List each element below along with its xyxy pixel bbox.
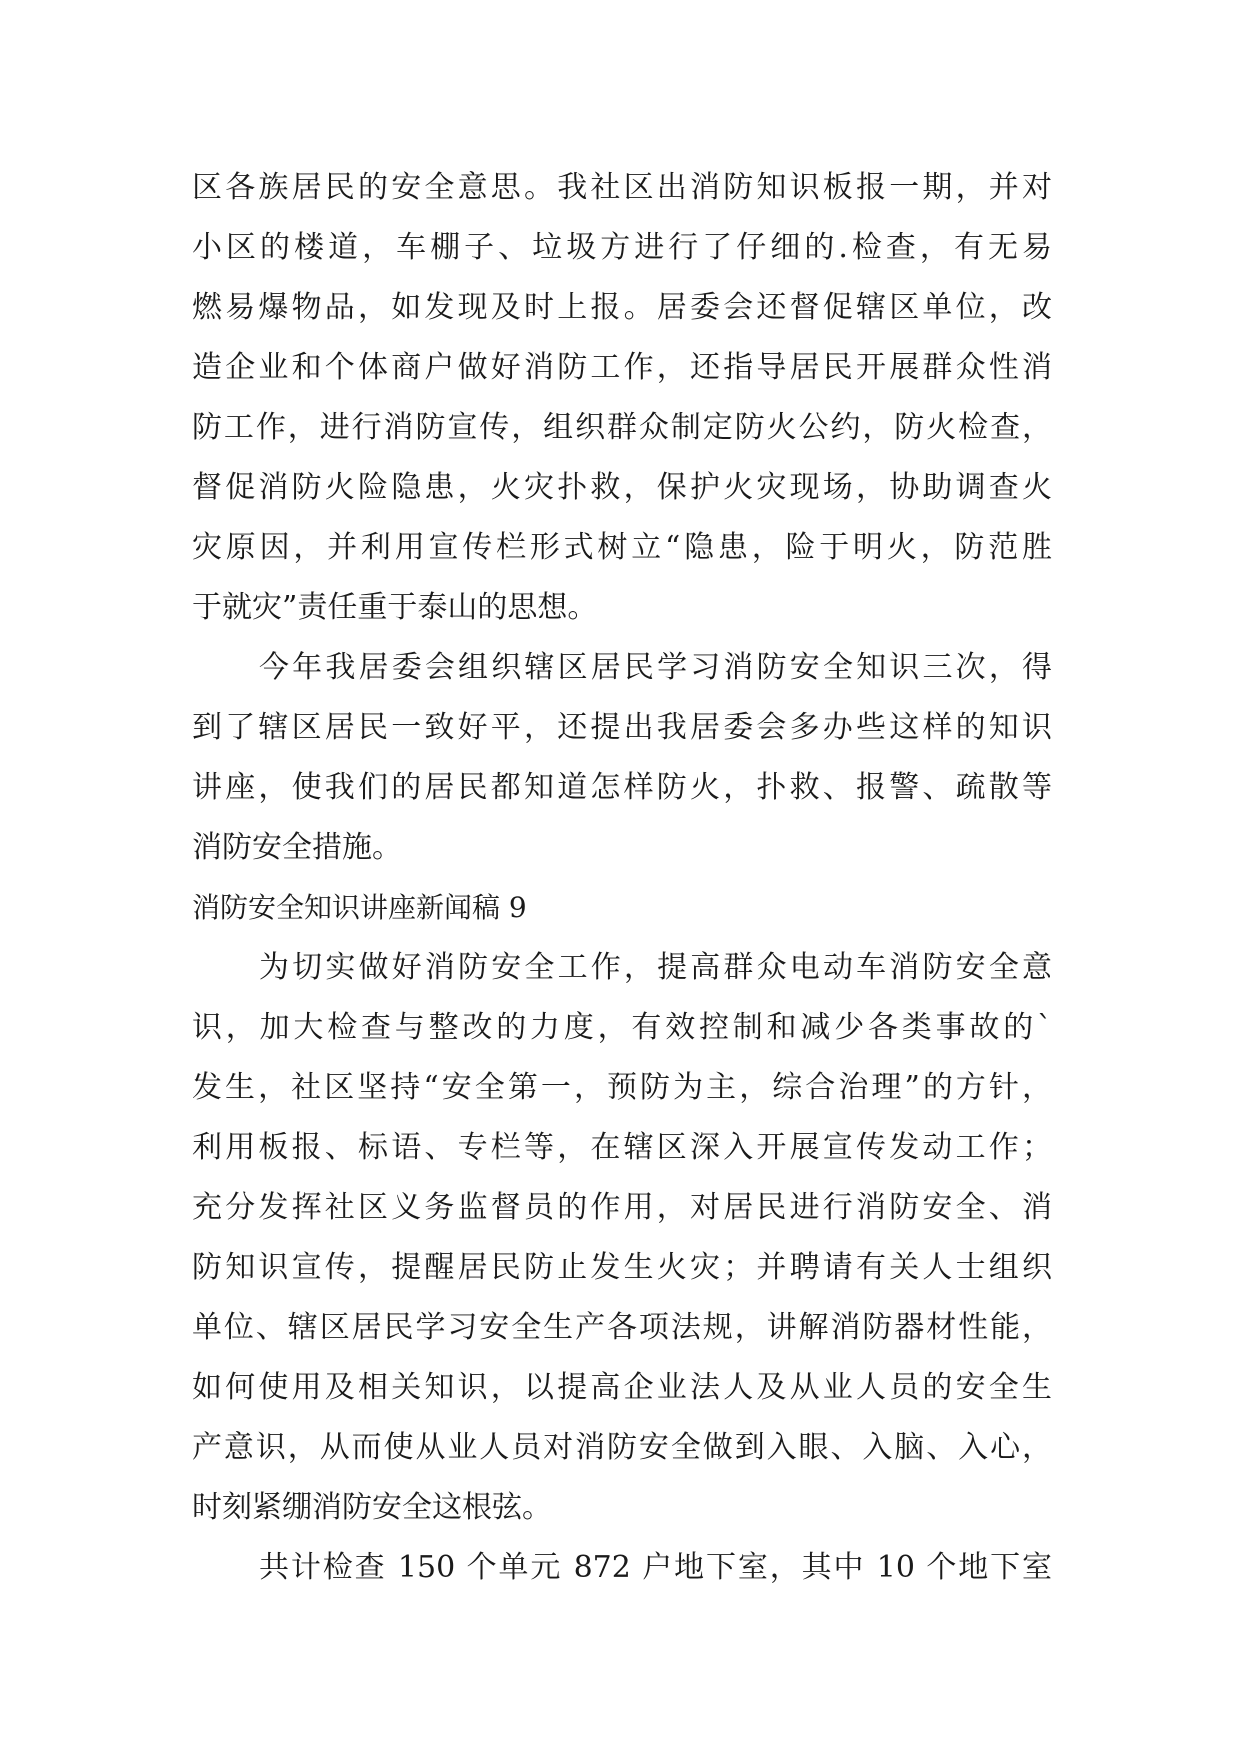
paragraph xyxy=(192,158,1052,638)
text-line: 发生，社区坚持“安全第一，预防为主，综合治理”的方针， xyxy=(192,1070,1052,1105)
text-line: 灾原因，并利用宣传栏形式树立“隐患，险于明火，防范胜 xyxy=(192,530,1052,565)
text-line: 到了辖区居民一致好平，还提出我居委会多办些这样的知识 xyxy=(192,710,1052,745)
text-line: 产意识，从而使从业人员对消防安全做到入眼、入脑、入心， xyxy=(192,1430,1052,1465)
text-line: 区各族居民的安全意思。我社区出消防知识板报一期，并对 xyxy=(192,170,1052,205)
text-line: 如何使用及相关知识，以提高企业法人及从业人员的安全生 xyxy=(192,1370,1052,1405)
text-line: 单位、辖区居民学习安全生产各项法规，讲解消防器材性能， xyxy=(192,1310,1052,1345)
text-line: 小区的楼道，车棚子、垃圾方进行了仔细的.检查，有无易 xyxy=(192,230,1052,265)
text-line: 防工作，进行消防宣传，组织群众制定防火公约，防火检查， xyxy=(192,410,1052,445)
text-line: 充分发挥社区义务监督员的作用，对居民进行消防安全、消 xyxy=(192,1190,1052,1225)
text-line: 为切实做好消防安全工作，提高群众电动车消防安全意 xyxy=(259,950,1052,985)
text-line: 督促消防火险隐患，火灾扑救，保护火灾现场，协助调查火 xyxy=(192,470,1052,505)
text-line: 燃易爆物品，如发现及时上报。居委会还督促辖区单位，改 xyxy=(192,290,1052,325)
paragraph xyxy=(192,1538,1052,1598)
text-line: 利用板报、标语、专栏等，在辖区深入开展宣传发动工作； xyxy=(192,1130,1052,1165)
paragraph xyxy=(192,638,1052,878)
text-line: 于就灾”责任重于泰山的思想。 xyxy=(192,590,598,625)
paragraph xyxy=(192,938,1052,1538)
text-line: 防知识宣传，提醒居民防止发生火灾；并聘请有关人士组织 xyxy=(192,1250,1052,1285)
text-line: 消防安全措施。 xyxy=(192,830,402,865)
text-line: 共计检查 150 个单元 872 户地下室，其中 10 个地下室 xyxy=(259,1550,1052,1585)
text-line: 识，加大检查与整改的力度，有效控制和减少各类事故的` xyxy=(192,1010,1052,1045)
text-line: 讲座，使我们的居民都知道怎样防火，扑救、报警、疏散等 xyxy=(192,770,1052,805)
text-line: 今年我居委会组织辖区居民学习消防安全知识三次，得 xyxy=(259,650,1052,685)
text-line: 时刻紧绷消防安全这根弦。 xyxy=(192,1490,552,1525)
document-body xyxy=(192,158,1052,1598)
text-line: 造企业和个体商户做好消防工作，还指导居民开展群众性消 xyxy=(192,350,1052,385)
section-heading: 消防安全知识讲座新闻稿 9 xyxy=(192,891,527,924)
